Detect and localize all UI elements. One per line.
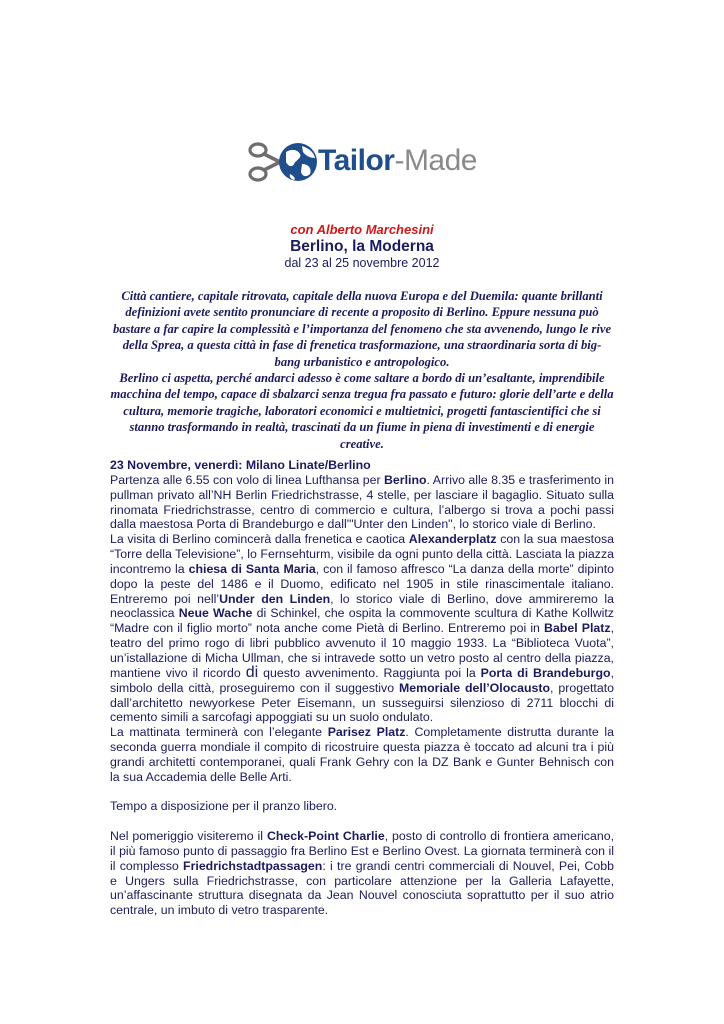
text-span: . Arrivo alle 8.35 e trasferimento in pullman privato all’NH Berlin Friedrichstrasse, 4 stelle, per lasciare il bagaglio. Situato sulla rinomata Friedrichstrasse, centro di commercio e cultura, l’albergo si trova a pochi passi dalla maestosa Porta di Brandeburgo e dall'"Unter den Linden", lo storico viale di Berlino. — [110, 472, 614, 532]
globe-icon — [279, 143, 317, 181]
text-span: Partenza alle 6.55 con volo di linea Lufthansa per — [110, 472, 385, 487]
place-memoriale-olocausto: Memoriale dell’Olocausto — [399, 680, 551, 695]
text-span: , simbolo della città, proseguiremo con il suggestivo — [110, 665, 614, 695]
place-check-point-charlie: Check-Point Charlie — [266, 829, 385, 844]
text-span-large: di — [245, 663, 259, 681]
paragraph-arrival — [110, 473, 614, 532]
place-chiesa-santa-maria: chiesa di Santa Maria — [188, 561, 316, 576]
text-span: questo avvenimento. Raggiunta poi la — [258, 665, 481, 680]
paragraph-morning-visit — [110, 532, 614, 725]
text-span: , con il famoso affresco “La danza della morte” dipinto dopo la peste del 1486 e il Duomo, edificato nel 1905 in stile rinascimentale italiano. Entreremo poi nell’ — [110, 561, 615, 606]
text-span: , posto di controllo di frontiera americano, il più famoso punto di passaggio fra Berlino Est e Berlino Ovest. La giornata terminerà con il il complesso — [110, 829, 614, 873]
place-porta-brandeburgo: Porta di Brandeburgo — [480, 665, 611, 680]
logo-wordmark — [318, 144, 477, 178]
place-parisez-platz: Parisez Platz — [327, 725, 406, 740]
page-title: Berlino, la Moderna — [290, 238, 434, 255]
logo-brand: Tailor — [318, 144, 395, 177]
tailor-made-logo — [246, 134, 478, 190]
travel-dates: dal 23 al 25 novembre 2012 — [284, 256, 440, 270]
text-span: , teatro del primo rogo di libri pubblico avvenuto il 10 maggio 1933. La “Biblioteca Vuota”, un’istallazione di Micha Ullman, che si intravede sotto un vetro posto al centro della piazza, mantiene vivo il ricordo — [110, 621, 614, 680]
intro-paragraph-2: Berlino ci aspetta, perché andarci adesso è come saltare a bordo di un’esaltante, imprendibile macchina del tempo, capace di sbalzarci senza tregua fra passato e futuro: glorie dell’arte e della cultura, memorie tragiche, laboratori economici e multietnici, progetti fantascientifici che si stanno trasformando in realtà, trascinati da un fiume in piena di investimenti e di energie creative. — [110, 371, 614, 451]
place-babel-platz: Babel Platz — [544, 621, 611, 636]
intro-paragraph-1: Città cantiere, capitale ritrovata, capitale della nuova Europa e del Duemila: quante brillanti definizioni avete sentito pronunciare di recente a proposito di Berlino. Eppure nessuna può bastare a far capire la complessità e l’importanza del fenomeno che sta avvenendo, lungo le rive della Sprea, a questa città in fase di frenetica trasformazione, una straordinaria sorta di big-bang urbanistico e antropologico. — [112, 289, 612, 369]
place-berlino: Berlino — [384, 472, 427, 487]
text-span: La mattinata terminerà con l’elegante — [110, 725, 328, 740]
text-span: . Completamente distrutta durante la seconda guerra mondiale il compito di ricostruire questa piazza è toccato ad alcuni tra i più grandi architetti contemporanei, quali Frank Gehry con la DZ Bank e Gunter Behnisch con la sua Accademia delle Belle Arti. — [110, 725, 614, 784]
spacer — [110, 814, 614, 829]
text-span: Nel pomeriggio visiteremo il — [110, 829, 267, 844]
text-span: , lo storico viale di Berlino, dove ammireremo la neoclassica — [110, 591, 614, 621]
itinerary-day-1 — [110, 458, 614, 918]
scissors-globe-icon — [246, 134, 318, 190]
spacer — [110, 785, 614, 800]
text-span: La visita di Berlino comincerà dalla frenetica e caotica — [110, 532, 409, 547]
place-under-den-linden: Under den Linden — [219, 591, 331, 606]
place-neue-wache: Neue Wache — [178, 606, 253, 621]
document-header — [0, 222, 724, 272]
logo-suffix: -Made — [394, 144, 477, 177]
text-span: con la sua maestosa “Torre della Televisione”, lo Fernsehturm, visibile da ogni punto della città. Lasciata la piazza incontremo la — [110, 532, 614, 576]
paragraph-afternoon — [110, 829, 614, 918]
text-span: : i tre grandi centri commerciali di Nouvel, Pei, Cobb e Ungers sulla Friedrichstrasse, con particolare attenzione per la Galleria Lafayette, un’affascinante struttura disegnata da Jean Nouvel conosciuta soprattutto per il suo atrio centrale, un imbuto di vetro trasparente. — [110, 858, 614, 918]
text-span: , progettato dall’architetto newyorkese Peter Eisemann, un susseguirsi silenzioso di 2711 blocchi di cemento simili a sarcofagi appoggiati su un suolo ondulato. — [110, 680, 614, 725]
place-alexanderplatz: Alexanderplatz — [408, 532, 497, 547]
day-heading: 23 Novembre, venerdì: Milano Linate/Berlino — [110, 458, 371, 472]
paragraph-lunch: Tempo a disposizione per il pranzo libero. — [110, 799, 338, 814]
paragraph-parisez-platz — [110, 725, 614, 784]
presenter: con Alberto Marchesini — [290, 222, 434, 237]
intro-text — [110, 288, 614, 452]
place-friedrichstadtpassagen: Friedrichstadtpassagen — [183, 858, 323, 873]
text-span: di Schinkel, che ospita la commovente scultura di Kathe Kollwitz “Madre con il figlio morto” nota anche come Pietà di Berlino. Entreremo poi in — [110, 606, 614, 636]
